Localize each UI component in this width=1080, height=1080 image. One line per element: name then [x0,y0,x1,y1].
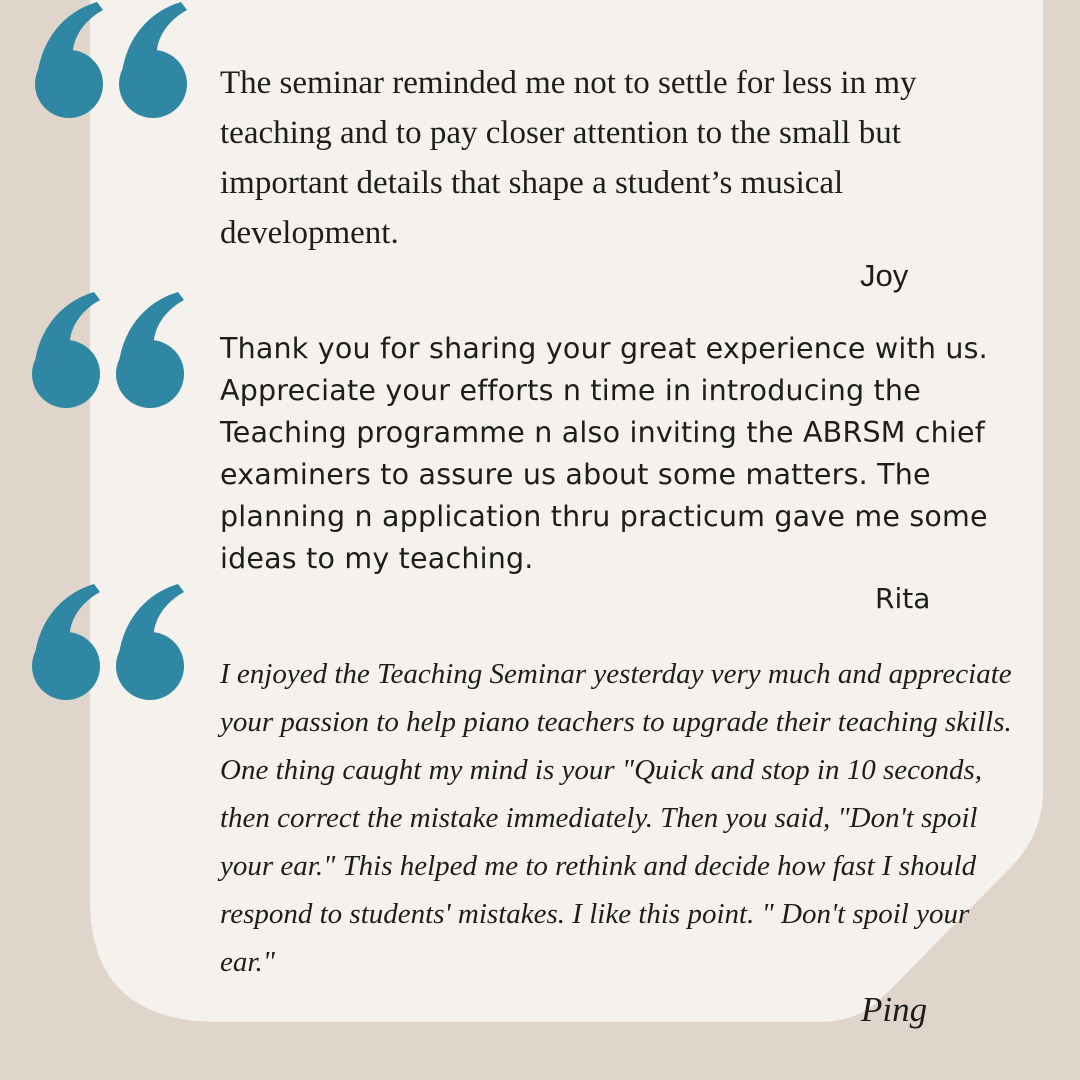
testimonial-text: I enjoyed the Teaching Seminar yesterday very much and appreciate your passion to help piano teachers to upgrade their teaching skills. One thing caught my mind is your "Quick and stop in 10 seconds, then correct the mistake immediately. Then you said, "Don't spoil your ear." This helped me to rethink and decide how fast I should respond to students' mistakes. I like this point. " Don't spoil your ear." [220,658,1012,978]
testimonial-author: Joy [860,258,909,293]
testimonial-text: Thank you for sharing your great experience with us. Appreciate your efforts n time in introducing the Teaching programme n also inviting the ABRSM chief examiners to assure us about some matters. The planning n application thru practicum gave me some ideas to my teaching. [220,332,988,575]
testimonial-text: The seminar reminded me not to settle for less in my teaching and to pay closer attention to the small but important details that shape a student’s musical development. [220,65,917,251]
quote-mark-icon [30,584,190,704]
testimonial-author: Rita [875,582,931,615]
testimonial-author: Ping [861,990,928,1029]
quote-mark-icon [30,292,190,412]
quote-mark-icon [33,2,193,122]
